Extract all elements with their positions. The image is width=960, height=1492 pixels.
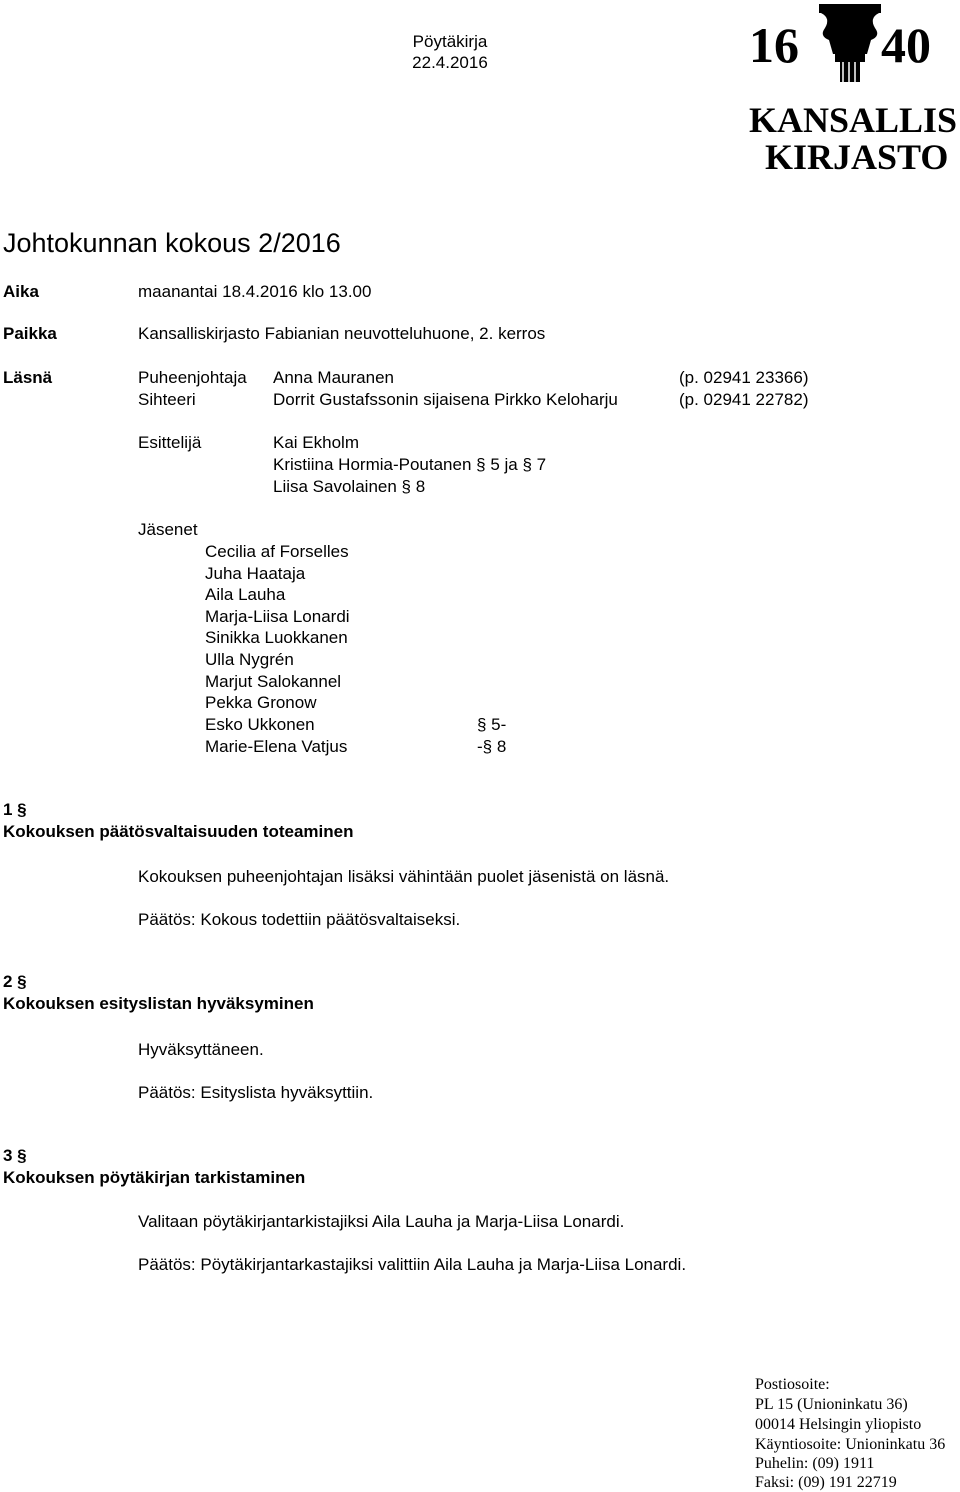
paikka-label: Paikka xyxy=(3,324,57,343)
jasenet-label: Jäsenet xyxy=(138,520,198,539)
section-heading: Kokouksen esityslistan hyväksyminen xyxy=(3,994,314,1013)
member-name: Esko Ukkonen xyxy=(205,715,315,734)
member-name: Sinikka Luokkanen xyxy=(205,628,348,647)
footer-line: PL 15 (Unioninkatu 36) xyxy=(755,1396,908,1413)
footer-line: Postiosoite: xyxy=(755,1376,830,1393)
puheenjohtaja-phone: (p. 02941 23366) xyxy=(679,368,809,387)
member-name: Marjut Salokannel xyxy=(205,672,342,691)
aika-label: Aika xyxy=(3,282,39,301)
section-text: Valitaan pöytäkirjantarkistajiksi Aila Lauha ja Marja-Liisa Lonardi. xyxy=(138,1212,625,1231)
page-title: Johtokunnan kokous 2/2016 xyxy=(3,228,341,258)
logo-year-right: 40 xyxy=(881,17,931,73)
member-name: Marja-Liisa Lonardi xyxy=(205,607,350,626)
section-number: 1 § xyxy=(3,800,27,819)
member-name: Juha Haataja xyxy=(205,564,306,583)
esittelija-role: Esittelijä xyxy=(138,433,202,452)
section-decision: Päätös: Esityslista hyväksyttiin. xyxy=(138,1083,374,1102)
member-note: -§ 8 xyxy=(477,737,507,756)
section-decision: Päätös: Pöytäkirjantarkastajiksi valittiin Aila Lauha ja Marja-Liisa Lonardi. xyxy=(138,1255,687,1274)
logo-line2: KIRJASTO xyxy=(765,137,949,177)
kansalliskirjasto-logo xyxy=(745,4,959,186)
section-text: Hyväksyttäneen. xyxy=(138,1040,264,1059)
esittelija-name: Kai Ekholm xyxy=(273,433,359,452)
puheenjohtaja-role: Puheenjohtaja xyxy=(138,368,247,387)
footer-line: Puhelin: (09) 1911 xyxy=(755,1455,875,1472)
paikka-value: Kansalliskirjasto Fabianian neuvotteluhuone, 2. kerros xyxy=(138,324,546,343)
lasna-label: Läsnä xyxy=(3,368,53,387)
document-date: 22.4.2016 xyxy=(412,53,488,72)
document-type: Pöytäkirja xyxy=(412,32,488,51)
member-note: § 5- xyxy=(477,715,507,734)
esittelija-name: Liisa Savolainen § 8 xyxy=(273,477,426,496)
sihteeri-role: Sihteeri xyxy=(138,390,196,409)
section-text: Kokouksen puheenjohtajan lisäksi vähintään puolet jäsenistä on läsnä. xyxy=(138,867,670,886)
sihteeri-phone: (p. 02941 22782) xyxy=(679,390,809,409)
footer-line: 00014 Helsingin yliopisto xyxy=(755,1416,922,1433)
esittelija-name: Kristiina Hormia-Poutanen § 5 ja § 7 xyxy=(273,455,547,474)
section-decision: Päätös: Kokous todettiin päätösvaltaiseksi. xyxy=(138,910,461,929)
logo-line1: KANSALLIS xyxy=(749,100,958,140)
logo-year-left: 16 xyxy=(749,17,799,73)
member-name: Ulla Nygrén xyxy=(205,650,294,669)
member-name: Cecilia af Forselles xyxy=(205,542,349,561)
sihteeri-name: Dorrit Gustafssonin sijaisena Pirkko Keloharju xyxy=(273,390,618,409)
puheenjohtaja-name: Anna Mauranen xyxy=(273,368,394,387)
section-number: 3 § xyxy=(3,1146,27,1165)
member-name: Pekka Gronow xyxy=(205,693,317,712)
aika-value: maanantai 18.4.2016 klo 13.00 xyxy=(138,282,372,301)
footer-line: Käyntiosoite: Unioninkatu 36 xyxy=(755,1436,946,1453)
member-name: Aila Lauha xyxy=(205,585,286,604)
member-name: Marie-Elena Vatjus xyxy=(205,737,348,756)
section-heading: Kokouksen pöytäkirjan tarkistaminen xyxy=(3,1168,306,1187)
section-heading: Kokouksen päätösvaltaisuuden toteaminen xyxy=(3,822,354,841)
section-number: 2 § xyxy=(3,972,27,991)
footer-line: Faksi: (09) 191 22719 xyxy=(755,1474,897,1491)
